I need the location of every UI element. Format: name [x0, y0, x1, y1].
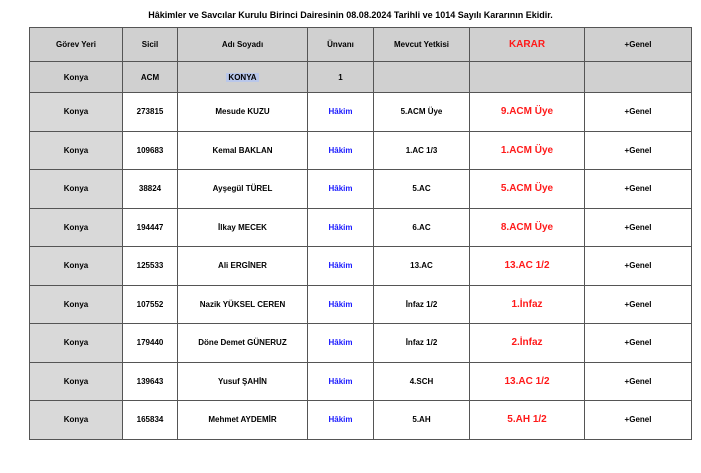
summary-unvani: 1: [308, 62, 374, 93]
cell-adi-soyadi: Kemal BAKLAN: [178, 131, 308, 170]
header-karar: KARAR: [470, 28, 585, 62]
cell-genel: +Genel: [585, 247, 692, 286]
cell-sicil: 125533: [123, 247, 178, 286]
header-genel: +Genel: [585, 28, 692, 62]
cell-unvani: Hâkim: [308, 285, 374, 324]
cell-unvani: Hâkim: [308, 93, 374, 132]
cell-genel: +Genel: [585, 285, 692, 324]
cell-genel: +Genel: [585, 362, 692, 401]
cell-adi-soyadi: Yusuf ŞAHİN: [178, 362, 308, 401]
cell-karar: 13.AC 1/2: [470, 362, 585, 401]
cell-gorev-yeri: Konya: [30, 131, 123, 170]
cell-genel: +Genel: [585, 93, 692, 132]
cell-adi-soyadi: Döne Demet GÜNERUZ: [178, 324, 308, 363]
cell-genel: +Genel: [585, 401, 692, 440]
table-row: [30, 285, 692, 324]
cell-adi-soyadi: İlkay MECEK: [178, 208, 308, 247]
cell-adi-soyadi: Mesude KUZU: [178, 93, 308, 132]
cell-mevcut-yetkisi: 1.AC 1/3: [374, 131, 470, 170]
header-row: [30, 28, 692, 62]
cell-mevcut-yetkisi: İnfaz 1/2: [374, 285, 470, 324]
cell-karar: 9.ACM Üye: [470, 93, 585, 132]
header-gorev-yeri: Görev Yeri: [30, 28, 123, 62]
cell-sicil: 165834: [123, 401, 178, 440]
cell-sicil: 107552: [123, 285, 178, 324]
cell-gorev-yeri: Konya: [30, 170, 123, 209]
cell-karar: 13.AC 1/2: [470, 247, 585, 286]
cell-unvani: Hâkim: [308, 247, 374, 286]
summary-karar: [470, 62, 585, 93]
cell-genel: +Genel: [585, 208, 692, 247]
table-row: [30, 324, 692, 363]
cell-sicil: 109683: [123, 131, 178, 170]
cell-mevcut-yetkisi: 5.AC: [374, 170, 470, 209]
table-row: [30, 208, 692, 247]
cell-unvani: Hâkim: [308, 208, 374, 247]
cell-gorev-yeri: Konya: [30, 208, 123, 247]
cell-karar: 5.AH 1/2: [470, 401, 585, 440]
header-adi-soyadi: Adı Soyadı: [178, 28, 308, 62]
cell-sicil: 38824: [123, 170, 178, 209]
table-row: [30, 170, 692, 209]
cell-unvani: Hâkim: [308, 170, 374, 209]
cell-karar: 5.ACM Üye: [470, 170, 585, 209]
cell-genel: +Genel: [585, 324, 692, 363]
table-row: [30, 131, 692, 170]
cell-karar: 1.ACM Üye: [470, 131, 585, 170]
cell-mevcut-yetkisi: 4.SCH: [374, 362, 470, 401]
cell-adi-soyadi: Mehmet AYDEMİR: [178, 401, 308, 440]
cell-unvani: Hâkim: [308, 401, 374, 440]
cell-karar: 1.İnfaz: [470, 285, 585, 324]
cell-karar: 2.İnfaz: [470, 324, 585, 363]
cell-sicil: 273815: [123, 93, 178, 132]
summary-adi-soyadi-cell: [178, 62, 308, 93]
cell-gorev-yeri: Konya: [30, 247, 123, 286]
cell-gorev-yeri: Konya: [30, 285, 123, 324]
summary-sicil: ACM: [123, 62, 178, 93]
cell-gorev-yeri: Konya: [30, 324, 123, 363]
header-sicil: Sicil: [123, 28, 178, 62]
cell-sicil: 139643: [123, 362, 178, 401]
table-row: [30, 401, 692, 440]
cell-gorev-yeri: Konya: [30, 401, 123, 440]
cell-adi-soyadi: Ali ERGİNER: [178, 247, 308, 286]
cell-gorev-yeri: Konya: [30, 362, 123, 401]
summary-mevcut-yetkisi: [374, 62, 470, 93]
decision-table: [29, 27, 692, 440]
summary-adi-soyadi: KONYA: [228, 72, 257, 82]
cell-mevcut-yetkisi: 6.AC: [374, 208, 470, 247]
header-mevcut-yetkisi: Mevcut Yetkisi: [374, 28, 470, 62]
cell-adi-soyadi: Ayşegül TÜREL: [178, 170, 308, 209]
cell-sicil: 179440: [123, 324, 178, 363]
document-title: Hâkimler ve Savcılar Kurulu Birinci Dairesinin 08.08.2024 Tarihli ve 1014 Sayılı Kararının Ekidir.: [148, 10, 553, 20]
cell-sicil: 194447: [123, 208, 178, 247]
cell-mevcut-yetkisi: 5.ACM Üye: [374, 93, 470, 132]
cell-genel: +Genel: [585, 131, 692, 170]
cell-mevcut-yetkisi: 13.AC: [374, 247, 470, 286]
table-row: [30, 362, 692, 401]
cell-gorev-yeri: Konya: [30, 93, 123, 132]
table-row: [30, 247, 692, 286]
cell-mevcut-yetkisi: İnfaz 1/2: [374, 324, 470, 363]
cell-mevcut-yetkisi: 5.AH: [374, 401, 470, 440]
header-unvani: Ünvanı: [308, 28, 374, 62]
cell-unvani: Hâkim: [308, 324, 374, 363]
summary-gorev-yeri: Konya: [30, 62, 123, 93]
cell-genel: +Genel: [585, 170, 692, 209]
table-row: [30, 93, 692, 132]
cell-unvani: Hâkim: [308, 362, 374, 401]
summary-row: [30, 62, 692, 93]
cell-karar: 8.ACM Üye: [470, 208, 585, 247]
cell-adi-soyadi: Nazik YÜKSEL CEREN: [178, 285, 308, 324]
cell-unvani: Hâkim: [308, 131, 374, 170]
summary-genel: [585, 62, 692, 93]
